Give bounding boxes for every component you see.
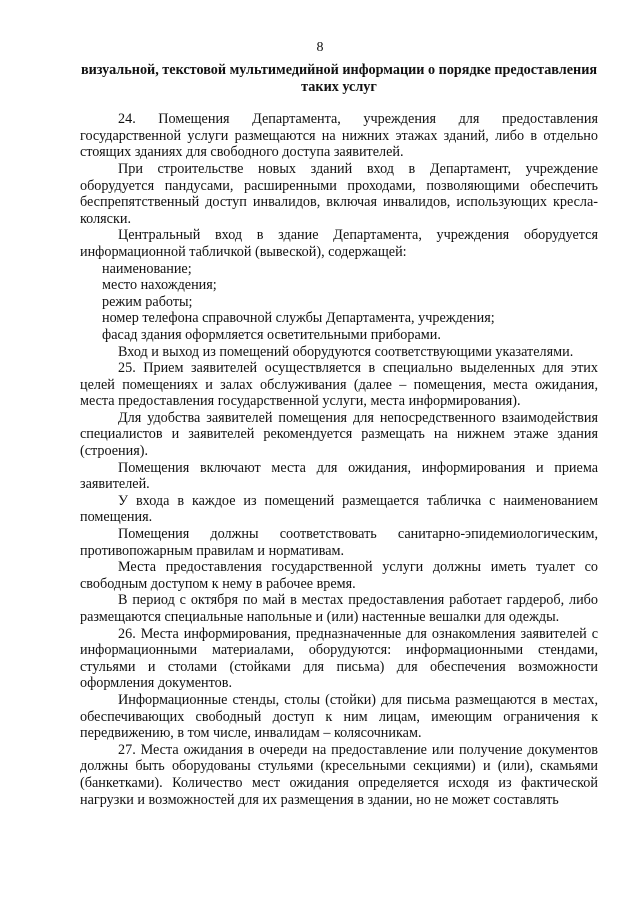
paragraph: Места предоставления государственной услуги должны иметь туалет со свободным доступом к нему в рабочее время. bbox=[80, 559, 598, 592]
heading-continuation: визуальной, текстовой мультимедийной информации о порядке предоставления таких услуг bbox=[80, 62, 598, 95]
paragraph: При строительстве новых зданий вход в Департамент, учреждение оборудуется пандусами, расширенными проходами, позволяющими обеспечить беспрепятственный доступ инвалидов, включая инвалидов, использующих кресла-коляски. bbox=[80, 160, 598, 227]
list-item: режим работы; bbox=[102, 293, 193, 310]
paragraph: У входа в каждое из помещений размещается табличка с наименованием помещения. bbox=[80, 492, 598, 526]
list-item: место нахождения; bbox=[102, 277, 217, 294]
page-number: 8 bbox=[316, 40, 324, 55]
document-body bbox=[80, 62, 598, 808]
paragraph-25: 25. Прием заявителей осуществляется в специально выделенных для этих целей помещениях и залах обслуживания (далее – помещения, места ожидания, места предоставления государственной услуги, места информирования). bbox=[80, 360, 598, 410]
paragraph: Центральный вход в здание Департамента, учреждения оборудуется информационной табличкой (вывеской), содержащей: bbox=[80, 227, 598, 260]
paragraph: Помещения включают места для ожидания, информирования и приема заявителей. bbox=[80, 459, 598, 493]
paragraph: Вход и выход из помещений оборудуются соответствующими указателями. bbox=[118, 343, 574, 360]
paragraph: Помещения должны соответствовать санитарно-эпидемиологическим, противопожарным правилам и нормативам. bbox=[80, 526, 598, 559]
list-item: номер телефона справочной службы Департамента, учреждения; bbox=[102, 310, 495, 327]
paragraph-24: 24. Помещения Департамента, учреждения для предоставления государственной услуги размещаются на нижних этажах зданий, либо в отдельно стоящих зданиях для свободного доступа заявителей. bbox=[80, 111, 598, 161]
paragraph-26: 26. Места информирования, предназначенные для ознакомления заявителей с информационными материалами, оборудуются: информационными стендами, стульями и столами (стойками для письма) для обеспечения возможности оформления документов. bbox=[80, 625, 598, 692]
paragraph: Информационные стенды, столы (стойки) для письма размещаются в местах, обеспечивающих свободный доступ к ним лицам, имеющим ограничения к передвижению, в том числе, инвалидам – колясочникам. bbox=[80, 691, 598, 742]
list-item: наименование; bbox=[102, 260, 192, 277]
paragraph: В период с октября по май в местах предоставления работает гардероб, либо размещаются специальные напольные и (или) настенные вешалки для одежды. bbox=[80, 592, 598, 625]
paragraph: Для удобства заявителей помещения для непосредственного взаимодействия специалистов и заявителей рекомендуется размещать на нижнем этаже здания (строения). bbox=[80, 409, 598, 460]
list-item: фасад здания оформляется осветительными приборами. bbox=[102, 326, 441, 343]
paragraph-27: 27. Места ожидания в очереди на предоставление или получение документов должны быть оборудованы стульями (кресельными секциями) и (или), скамьями (банкетками). Количество мест ожидания определяется исходя из фактической нагрузки и возможностей для их размещения в здании, но не может составлять bbox=[80, 741, 598, 808]
